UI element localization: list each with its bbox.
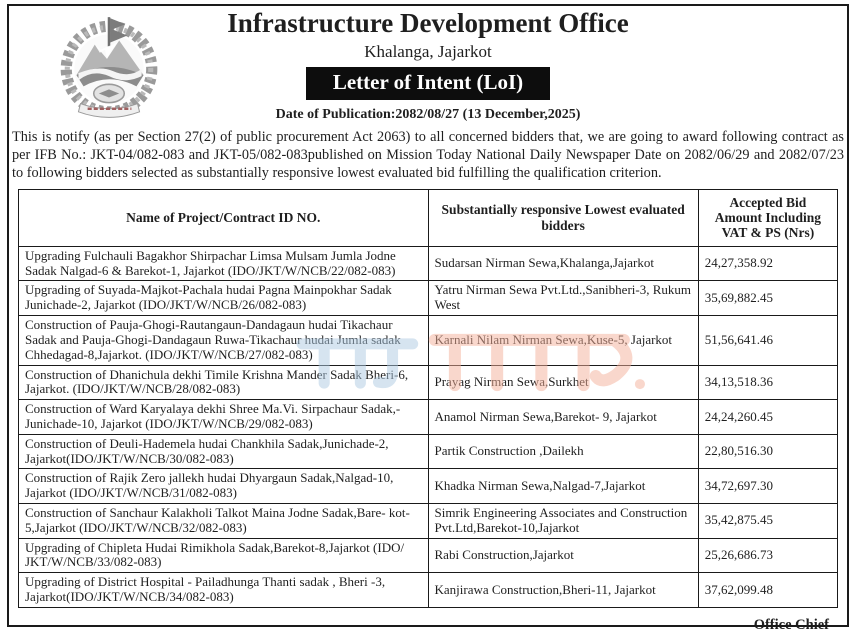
amount-cell: 22,80,516.30 [698, 434, 837, 469]
table-row [19, 434, 838, 469]
table-row [19, 504, 838, 539]
project-cell: Construction of Rajik Zero jallekh hudai Dhyargaun Sadak,Nalgad-10, Jajarkot (IDO/JKT/W/NCB/31/082-083) [19, 469, 429, 504]
office-chief-signature: Office Chief [753, 616, 829, 633]
bidder-cell: Khadka Nirman Sewa,Nalgad-7,Jajarkot [428, 469, 698, 504]
bidder-cell: Prayag Nirman Sewa,Surkhet [428, 365, 698, 400]
office-location: Khalanga, Jajarkot [364, 41, 492, 61]
project-cell: Upgrading Fulchauli Bagakhor Shirpachar Limsa Mulsam Jumla Jodne Sadak Nalgad-6 & Barekot-1, Jajarkot (IDO/JKT/W/NCB/22/082-083) [19, 246, 429, 281]
amount-cell: 51,56,641.46 [698, 316, 837, 365]
project-cell: Upgrading of Suyada-Majkot-Pachala hudai Pagna Mainpokhar Sadak Junichade-2, Jajarkot (IDO/JKT/W/NCB/26/082-083) [19, 281, 429, 316]
project-cell: Construction of Pauja-Ghogi-Rautangaun-Dandagaun hudai Tikachaur Sadak and Pauja-Ghogi-Dandagaun Ruwa-Tikachaur hudai Jumla sadak Chhedagad-8,Jajarkot. (IDO/JKT/W/NCB/27/082-083) [19, 316, 429, 365]
amount-cell: 35,69,882.45 [698, 281, 837, 316]
table-row [19, 365, 838, 400]
bidder-cell: Simrik Engineering Associates and Construction Pvt.Ltd,Barekot-10,Jajarkot [428, 504, 698, 539]
bidder-cell: Karnali Nilam Nirman Sewa,Kuse-5, Jajarkot [428, 316, 698, 365]
bidder-cell: Kanjirawa Construction,Bheri-11, Jajarkot [428, 573, 698, 608]
column-header-amount: Accepted Bid Amount Including VAT & PS (Nrs) [698, 189, 837, 246]
bidder-cell: Rabi Construction,Jajarkot [428, 538, 698, 573]
project-cell: Construction of Ward Karyalaya dekhi Shree Ma.Vi. Sirpachaur Sadak,- Junichade-10, Jajarkot (IDO/JKT/W/NCB/29/082-083) [19, 400, 429, 435]
amount-cell: 35,42,875.45 [698, 504, 837, 539]
table-row [19, 469, 838, 504]
bidder-cell: Sudarsan Nirman Sewa,Khalanga,Jajarkot [428, 246, 698, 281]
table-row [19, 316, 838, 365]
nepal-coat-of-arms-icon [52, 12, 166, 120]
table-row [19, 573, 838, 608]
table-row [19, 538, 838, 573]
loi-table [18, 189, 838, 608]
project-cell: Upgrading of District Hospital - Pailadhunga Thanti sadak , Bheri -3, Jajarkot(IDO/JKT/W/NCB/34/082-083) [19, 573, 429, 608]
amount-cell: 25,26,686.73 [698, 538, 837, 573]
project-cell: Upgrading of Chipleta Hudai Rimikhola Sadak,Barekot-8,Jajarkot (IDO/ JKT/W/NCB/33/082-083) [19, 538, 429, 573]
table-header-row [19, 189, 838, 246]
project-cell: Construction of Sanchaur Kalakholi Talkot Maina Jodne Sadak,Bare- kot-5,Jajarkot (IDO/JKT/W/NCB/32/082-083) [19, 504, 429, 539]
project-cell: Construction of Deuli-Hademela hudai Chankhila Sadak,Junichade-2, Jajarkot(IDO/JKT/W/NCB/30/082-083) [19, 434, 429, 469]
bidder-cell: Anamol Nirman Sewa,Barekot- 9, Jajarkot [428, 400, 698, 435]
table-row [19, 281, 838, 316]
office-title: Infrastructure Development Office [227, 8, 629, 38]
amount-cell: 34,72,697.30 [698, 469, 837, 504]
table-row [19, 400, 838, 435]
bidder-cell: Partik Construction ,Dailekh [428, 434, 698, 469]
amount-cell: 24,24,260.45 [698, 400, 837, 435]
letter-of-intent-banner: Letter of Intent (LoI) [306, 67, 550, 100]
amount-cell: 37,62,099.48 [698, 573, 837, 608]
document-header [0, 0, 856, 123]
amount-cell: 34,13,518.36 [698, 365, 837, 400]
table-row [19, 246, 838, 281]
bidder-cell: Yatru Nirman Sewa Pvt.Ltd.,Sanibheri-3, Rukum West [428, 281, 698, 316]
publication-date: Date of Publication:2082/08/27 (13 December,2025) [275, 106, 581, 122]
column-header-bidder: Substantially responsive Lowest evaluated bidders [428, 189, 698, 246]
amount-cell: 24,27,358.92 [698, 246, 837, 281]
notice-paragraph: This is notify (as per Section 27(2) of public procurement Act 2063) to all concerned bidders that, we are going to award following contract as per IFB No.: JKT-04/082-083 and JKT-05/082-083published on Mission Today National Daily Newspaper Date on 2082/06/29 and 2082/07/23 to following bidders selected as substantially responsive lowest evaluated bid fulfilling the qualification criterion. [12, 128, 844, 181]
project-cell: Construction of Dhanichula dekhi Timile Krishna Mander Sadak Bheri-6, Jajarkot. (IDO/JKT/W/NCB/28/082-083) [19, 365, 429, 400]
column-header-project: Name of Project/Contract ID NO. [19, 189, 429, 246]
